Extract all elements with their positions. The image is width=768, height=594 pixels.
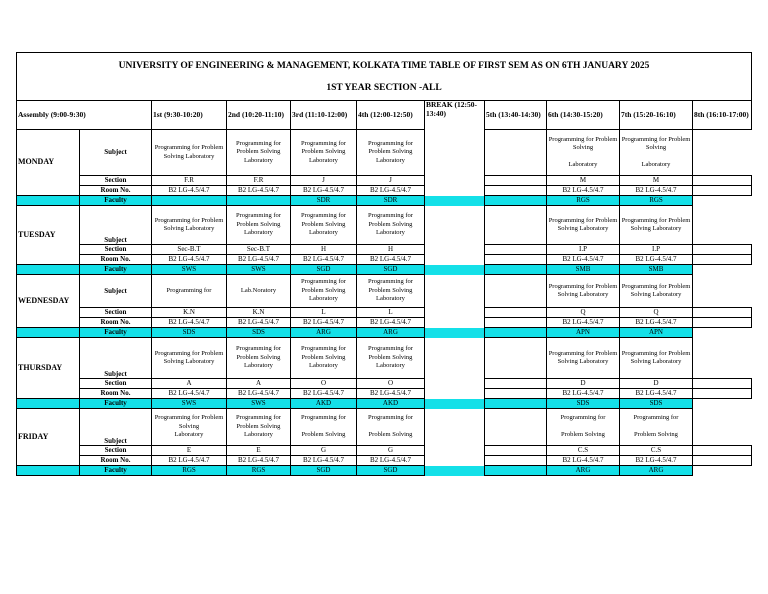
room-cell: B2 LG-4.5/4.7 [227,389,291,399]
break-cell [485,399,547,409]
subj-cell: Programming for Problem Solving [357,409,425,446]
break-column-cell [425,186,485,196]
break-cell [485,318,547,328]
room-cell [693,186,752,196]
header-period-5: 5th (13:40-14:30) [485,101,547,130]
header-period-6: 6th (14:30-15:20) [547,101,620,130]
section-label: Section [80,308,152,318]
sec-cell: I.P [620,245,693,255]
tue-sec-row [17,245,752,255]
sec-cell [693,446,752,456]
room-cell: B2 LG-4.5/4.7 [291,389,357,399]
fac-cell: RGS [547,196,620,206]
subj-cell: Programming for Problem Solving Laboratory [357,206,425,245]
sec-cell [693,379,752,389]
sec-cell: Sec-B.T [227,245,291,255]
sec-cell: L [357,308,425,318]
faculty-label: Faculty [80,265,152,275]
wed-sec-row [17,308,752,318]
break-cell [485,176,547,186]
day-spacer [17,265,80,275]
fac-cell: SMB [620,265,693,275]
break-cell [485,466,547,476]
subj-cell: Programming for Problem Solving Laboratory [291,130,357,176]
fac-cell: SWS [152,399,227,409]
sec-cell: E [227,446,291,456]
sec-cell: Sec-B.T [152,245,227,255]
day-name: MONDAY [17,130,80,196]
timetable [16,52,752,476]
room-label: Room No. [80,389,152,399]
subj-cell: Programming for Problem Solving Laboratory [227,130,291,176]
sec-cell: H [357,245,425,255]
break-cell [485,186,547,196]
sec-cell: C.S [547,446,620,456]
room-cell: B2 LG-4.5/4.7 [152,389,227,399]
subj-cell: Programming for Problem Solving Laboratory [620,338,693,379]
subj-cell: Programming for Problem Solving Laboratory [227,338,291,379]
room-cell: B2 LG-4.5/4.7 [547,456,620,466]
fac-cell: SWS [152,265,227,275]
fri-subj-row [17,409,752,446]
break-cell [485,245,547,255]
room-cell [693,318,752,328]
room-cell: B2 LG-4.5/4.7 [547,389,620,399]
room-cell [693,456,752,466]
header-period-4: 4th (12:00-12:50) [357,101,425,130]
tue-subj-row [17,206,752,245]
break-cell [485,338,547,379]
sec-cell: M [547,176,620,186]
room-cell [693,255,752,265]
room-cell: B2 LG-4.5/4.7 [547,186,620,196]
break-column-cell [425,318,485,328]
room-cell: B2 LG-4.5/4.7 [227,255,291,265]
fac-cell: SDR [291,196,357,206]
faculty-label: Faculty [80,196,152,206]
fac-cell: SGD [357,265,425,275]
fac-cell: SWS [227,399,291,409]
room-cell: B2 LG-4.5/4.7 [620,186,693,196]
room-label: Room No. [80,456,152,466]
subj-cell: Programming for Problem Solving Laboratory [547,130,620,176]
subj-cell: Programming for Problem Solving Laboratory [291,275,357,308]
room-cell: B2 LG-4.5/4.7 [357,255,425,265]
section-label: Section [80,176,152,186]
fac-cell: SDS [620,399,693,409]
room-cell: B2 LG-4.5/4.7 [291,186,357,196]
sec-cell: J [357,176,425,186]
section-label: Section [80,245,152,255]
fri-fac-row [17,466,752,476]
fac-cell: AKD [291,399,357,409]
sec-cell: L [291,308,357,318]
room-cell: B2 LG-4.5/4.7 [357,389,425,399]
sec-cell: G [357,446,425,456]
break-column-cell [425,206,485,245]
mon-room-row [17,186,752,196]
fac-cell: SGD [291,265,357,275]
fac-cell: APN [547,328,620,338]
room-cell: B2 LG-4.5/4.7 [227,186,291,196]
break-column-cell [425,265,485,275]
header-assembly: Assembly (9:00-9:30) [17,101,152,130]
break-cell [485,389,547,399]
sec-cell: J [291,176,357,186]
fac-cell: SDS [152,328,227,338]
room-cell: B2 LG-4.5/4.7 [291,255,357,265]
sec-cell: O [291,379,357,389]
subj-cell: Programming for Problem Solving Laboratory [620,206,693,245]
title-line-2: 1ST YEAR SECTION -ALL [326,82,442,93]
wed-fac-row [17,328,752,338]
sec-cell: C.S [620,446,693,456]
thu-sec-row [17,379,752,389]
sec-cell: H [291,245,357,255]
thu-room-row [17,389,752,399]
break-column-cell [425,130,485,176]
break-column-cell [425,389,485,399]
sec-cell: E [152,446,227,456]
room-cell: B2 LG-4.5/4.7 [152,186,227,196]
mon-sec-row [17,176,752,186]
tue-fac-row [17,265,752,275]
break-column-cell [425,196,485,206]
break-column-cell [425,176,485,186]
day-name: FRIDAY [17,409,80,466]
title-cell [17,53,752,101]
subj-cell: Programming for Problem Solving Laboratory [357,338,425,379]
faculty-label: Faculty [80,466,152,476]
timetable-sheet [16,52,751,476]
room-cell: B2 LG-4.5/4.7 [291,318,357,328]
room-cell: B2 LG-4.5/4.7 [620,456,693,466]
subj-cell: Programming for Problem Solving Laboratory [227,206,291,245]
break-column-cell [425,456,485,466]
break-column-cell [425,255,485,265]
sec-cell: A [227,379,291,389]
room-cell: B2 LG-4.5/4.7 [357,318,425,328]
break-column-cell [425,379,485,389]
subj-cell: Lab.Noratory [227,275,291,308]
subject-label: Subject [80,130,152,176]
day-spacer [17,196,80,206]
sec-cell: K.N [227,308,291,318]
day-spacer [17,328,80,338]
header-period-1: 1st (9:30-10:20) [152,101,227,130]
break-cell [485,206,547,245]
break-cell [485,456,547,466]
break-cell [485,409,547,446]
room-cell: B2 LG-4.5/4.7 [357,186,425,196]
break-column-cell [425,275,485,308]
fri-room-row [17,456,752,466]
subj-cell: Programming for Problem Solving Laboratory [152,409,227,446]
day-name: WEDNESDAY [17,275,80,328]
subj-cell: Programming for Problem Solving Laboratory [152,130,227,176]
subj-cell: Programming for Problem Solving Laboratory [152,338,227,379]
mon-subj-row [17,130,752,176]
day-name: THURSDAY [17,338,80,399]
section-label: Section [80,379,152,389]
room-label: Room No. [80,186,152,196]
subj-cell: Programming for Problem Solving Laboratory [152,206,227,245]
break-column-cell [425,308,485,318]
day-name: TUESDAY [17,206,80,265]
subj-cell: Programming for Problem Solving Laboratory [357,275,425,308]
fac-cell: SGD [357,466,425,476]
subj-cell: Programming for Problem Solving Laboratory [547,206,620,245]
room-cell: B2 LG-4.5/4.7 [227,318,291,328]
day-spacer [17,399,80,409]
break-cell [485,328,547,338]
sec-cell [693,176,752,186]
break-column-cell [425,446,485,456]
subj-cell: Programming for Problem Solving [547,409,620,446]
fac-cell [227,196,291,206]
sec-cell: G [291,446,357,456]
break-column-cell [425,399,485,409]
break-cell [485,379,547,389]
room-cell: B2 LG-4.5/4.7 [152,456,227,466]
header-row [17,101,752,130]
header-break: BREAK (12:50-13:40) [425,101,485,130]
room-cell: B2 LG-4.5/4.7 [152,255,227,265]
fac-cell [152,196,227,206]
sec-cell: A [152,379,227,389]
sec-cell: Q [620,308,693,318]
fac-cell: RGS [620,196,693,206]
subj-cell: Programming for Problem Solving Laboratory [291,206,357,245]
sec-cell [693,308,752,318]
sec-cell: D [547,379,620,389]
subject-label: Subject [80,409,152,446]
room-cell: B2 LG-4.5/4.7 [620,389,693,399]
fac-cell: SMB [547,265,620,275]
room-cell [693,389,752,399]
fri-sec-row [17,446,752,456]
thu-fac-row [17,399,752,409]
break-column-cell [425,328,485,338]
subj-cell: Programming for Problem Solving Laboratory [620,130,693,176]
fac-cell: RGS [227,466,291,476]
faculty-label: Faculty [80,399,152,409]
subject-label: Subject [80,275,152,308]
fac-cell: SDR [357,196,425,206]
fac-cell: APN [620,328,693,338]
section-label: Section [80,446,152,456]
break-column-cell [425,338,485,379]
break-cell [485,446,547,456]
sec-cell: Q [547,308,620,318]
sec-cell: K.N [152,308,227,318]
room-cell: B2 LG-4.5/4.7 [291,456,357,466]
header-period-2: 2nd (10:20-11:10) [227,101,291,130]
break-column-cell [425,466,485,476]
fac-cell: ARG [357,328,425,338]
sec-cell: I.P [547,245,620,255]
header-period-7: 7th (15:20-16:10) [620,101,693,130]
wed-room-row [17,318,752,328]
subject-label: Subject [80,206,152,245]
break-cell [485,265,547,275]
room-cell: B2 LG-4.5/4.7 [357,456,425,466]
subj-cell: Programming for Problem Solving [291,409,357,446]
fac-cell: ARG [291,328,357,338]
sec-cell [693,245,752,255]
fac-cell: SWS [227,265,291,275]
subj-cell: Programming for Problem Solving Laboratory [547,275,620,308]
room-cell: B2 LG-4.5/4.7 [547,255,620,265]
break-cell [485,196,547,206]
header-period-3: 3rd (11:10-12:00) [291,101,357,130]
room-label: Room No. [80,318,152,328]
sec-cell: M [620,176,693,186]
room-label: Room No. [80,255,152,265]
tue-room-row [17,255,752,265]
sec-cell: D [620,379,693,389]
break-cell [485,130,547,176]
header-period-8: 8th (16:10-17:00) [693,101,752,130]
sec-cell: F.R [152,176,227,186]
timetable-body [17,130,752,476]
thu-subj-row [17,338,752,379]
room-cell: B2 LG-4.5/4.7 [620,318,693,328]
break-cell [485,275,547,308]
wed-subj-row [17,275,752,308]
subj-cell: Programming for Problem Solving Laboratory [620,275,693,308]
room-cell: B2 LG-4.5/4.7 [152,318,227,328]
subj-cell: Programming for Problem Solving Laboratory [227,409,291,446]
subject-label: Subject [80,338,152,379]
room-cell: B2 LG-4.5/4.7 [227,456,291,466]
fac-cell: SDS [547,399,620,409]
day-spacer [17,466,80,476]
subj-cell: Programming for Problem Solving [620,409,693,446]
break-cell [485,308,547,318]
fac-cell: ARG [547,466,620,476]
subj-cell: Programming for Problem Solving Laboratory [357,130,425,176]
fac-cell: ARG [620,466,693,476]
mon-fac-row [17,196,752,206]
faculty-label: Faculty [80,328,152,338]
fac-cell: SGD [291,466,357,476]
break-column-cell [425,409,485,446]
fac-cell: AKD [357,399,425,409]
subj-cell: Programming for Problem Solving Laboratory [291,338,357,379]
sec-cell: F.R [227,176,291,186]
break-cell [485,255,547,265]
fac-cell: SDS [227,328,291,338]
subj-cell: Programming for Problem Solving Laboratory [547,338,620,379]
room-cell: B2 LG-4.5/4.7 [547,318,620,328]
fac-cell: RGS [152,466,227,476]
room-cell: B2 LG-4.5/4.7 [620,255,693,265]
sec-cell: O [357,379,425,389]
subj-cell: Programming for [152,275,227,308]
break-column-cell [425,245,485,255]
title-line-1: UNIVERSITY OF ENGINEERING & MANAGEMENT, KOLKATA TIME TABLE OF FIRST SEM AS ON 6TH JANUARY 2025 [118,60,650,71]
